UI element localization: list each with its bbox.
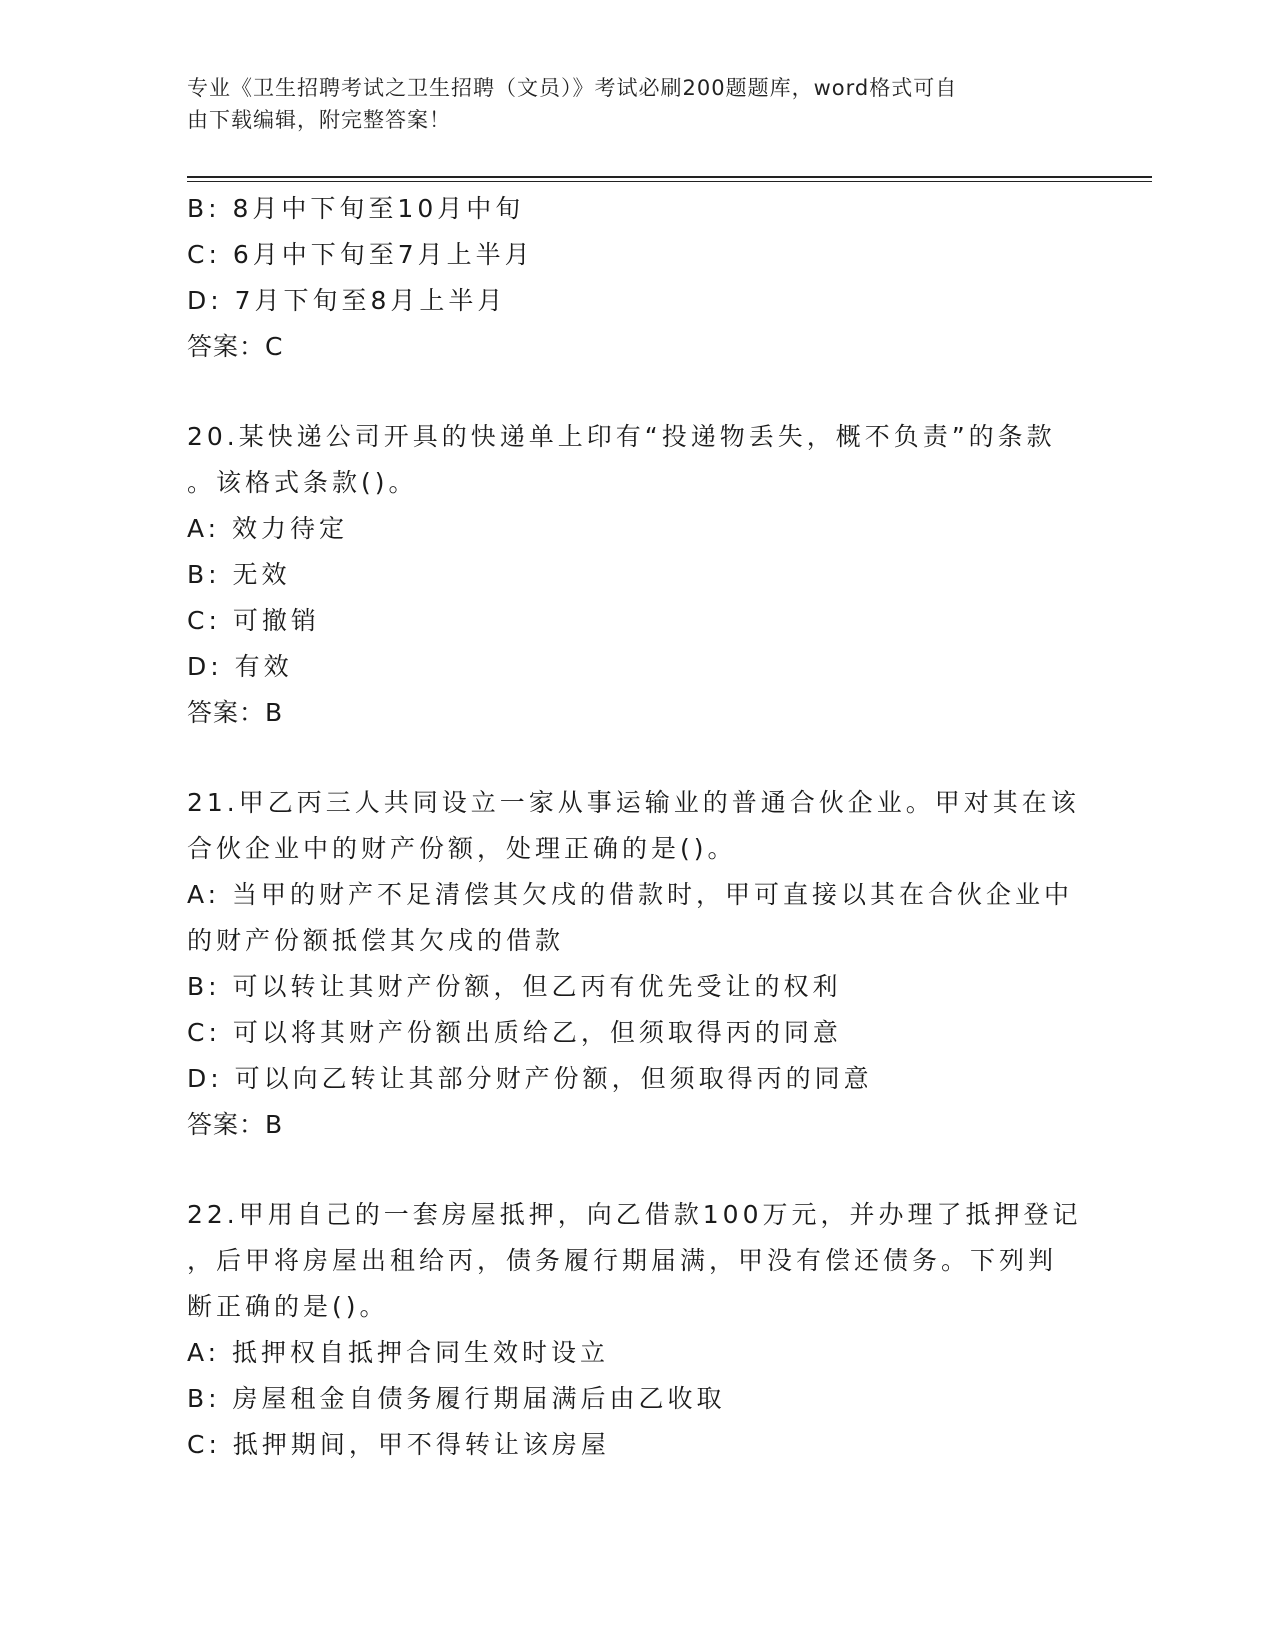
answer: 答案：C — [187, 332, 284, 361]
question-text: ，后甲将房屋出租给丙，债务履行期届满，甲没有偿还债务。下列判 — [187, 1246, 1058, 1275]
spacer — [187, 370, 1087, 414]
question-text: 20.某快递公司开具的快递单上印有“投递物丢失，概不负责”的条款 — [187, 422, 1056, 451]
header-line-1: 专业《卫生招聘考试之卫生招聘（文员）》考试必刷200题题库，word格式可自 — [187, 76, 958, 100]
option-c: C: 可撤销 — [187, 606, 320, 635]
question-text: 合伙企业中的财产份额，处理正确的是()。 — [187, 834, 737, 863]
question-20-block — [187, 414, 1087, 736]
header-line-2: 由下载编辑，附完整答案！ — [187, 108, 451, 132]
option-b: B: 无效 — [187, 560, 291, 589]
answer: 答案：B — [187, 698, 284, 727]
question-19-block — [187, 186, 1087, 370]
option-c: C: 6月中下旬至7月上半月 — [187, 240, 534, 269]
question-text: 21.甲乙丙三人共同设立一家从事运输业的普通合伙企业。甲对其在该 — [187, 788, 1080, 817]
option-a: A: 效力待定 — [187, 514, 349, 543]
spacer — [187, 736, 1087, 780]
question-22-block — [187, 1192, 1087, 1468]
option-c: C: 抵押期间，甲不得转让该房屋 — [187, 1430, 610, 1459]
question-text: 22.甲用自己的一套房屋抵押，向乙借款100万元，并办理了抵押登记 — [187, 1200, 1082, 1229]
option-d: D: 7月下旬至8月上半月 — [187, 286, 507, 315]
spacer — [187, 1148, 1087, 1192]
option-c: C: 可以将其财产份额出质给乙，但须取得丙的同意 — [187, 1018, 842, 1047]
answer: 答案：B — [187, 1110, 284, 1139]
header-divider-thick — [187, 176, 1152, 178]
option-b: B: 可以转让其财产份额，但乙丙有优先受让的权利 — [187, 972, 842, 1001]
question-text: 。该格式条款()。 — [187, 468, 418, 497]
option-d: D: 有效 — [187, 652, 293, 681]
question-text: 断正确的是()。 — [187, 1292, 389, 1321]
document-body — [187, 186, 1087, 1468]
document-header — [187, 72, 1067, 136]
option-a: A: 抵押权自抵押合同生效时设立 — [187, 1338, 610, 1367]
header-divider-thin — [187, 181, 1152, 182]
option-b: B: 房屋租金自债务履行期届满后由乙收取 — [187, 1384, 726, 1413]
question-21-block — [187, 780, 1087, 1148]
option-b: B: 8月中下旬至10月中旬 — [187, 194, 525, 223]
option-a: A: 当甲的财产不足清偿其欠戌的借款时，甲可直接以其在合伙企业中 — [187, 880, 1074, 909]
option-d: D: 可以向乙转让其部分财产份额，但须取得丙的同意 — [187, 1064, 873, 1093]
option-a-continued: 的财产份额抵偿其欠戌的借款 — [187, 926, 565, 955]
